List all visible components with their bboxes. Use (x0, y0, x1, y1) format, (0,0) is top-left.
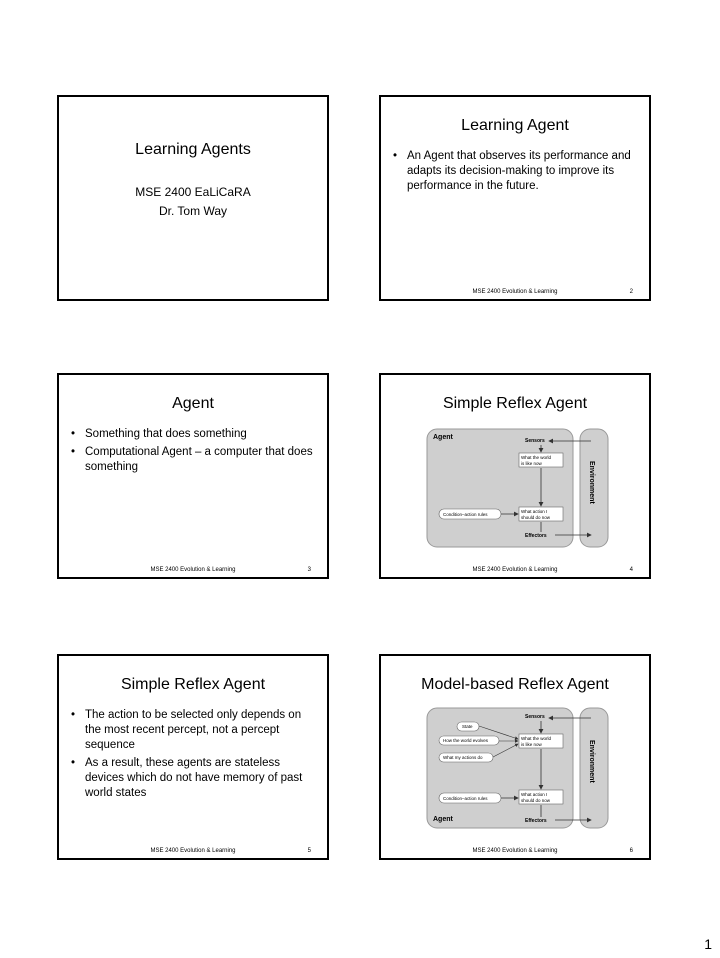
bullet-item: • As a result, these agents are stateless devices which do not have memory of past world states (71, 757, 303, 799)
slide-1 (57, 95, 329, 301)
svg-text:State: State (462, 724, 473, 729)
footer-text: MSE 2400 Evolution & Learning (150, 848, 236, 854)
sensors-label: Sensors (525, 438, 545, 444)
slide-title: Agent (172, 395, 214, 412)
slide-2 (379, 95, 651, 301)
bullet-list (71, 708, 317, 804)
model-based-reflex-agent-diagram (425, 706, 611, 830)
bullet-item: • Computational Agent – a computer that does something (71, 446, 313, 473)
slide-number: 6 (629, 848, 633, 854)
slide-number: 2 (629, 289, 633, 295)
svg-text:What the world: What the world (521, 455, 552, 460)
agent-label: Agent (433, 816, 453, 823)
slide-6 (379, 654, 651, 860)
slide-title: Simple Reflex Agent (120, 676, 266, 693)
slide-3 (57, 373, 329, 579)
svg-text:should do now: should do now (521, 798, 551, 803)
svg-text:What action I: What action I (521, 792, 548, 797)
bullet-item: • Something that does something (71, 428, 247, 440)
svg-text:How the world evolves: How the world evolves (443, 738, 489, 743)
footer-text: MSE 2400 Evolution & Learning (472, 848, 558, 854)
slide-number: 3 (307, 567, 311, 573)
sensors-label: Sensors (525, 714, 545, 720)
effectors-label: Effectors (525, 818, 547, 824)
svg-text:What my actions do: What my actions do (443, 755, 483, 760)
slide-number: 5 (307, 848, 311, 854)
svg-text:Condition–action rules: Condition–action rules (443, 796, 488, 801)
slide-title: Model-based Reflex Agent (421, 676, 609, 693)
slide-title: Learning Agents (135, 141, 251, 158)
slide-title: Simple Reflex Agent (442, 395, 588, 412)
svg-text:What the world: What the world (521, 736, 552, 741)
bullet-item: • The action to be selected only depends on the most recent percept, not a percept sequence (71, 709, 302, 751)
svg-text:is like now: is like now (521, 742, 542, 747)
footer-text: MSE 2400 Evolution & Learning (150, 567, 236, 573)
environment-label: Environment (588, 740, 595, 783)
environment-label: Environment (588, 461, 595, 504)
course-name: MSE 2400 EaLiCaRA (135, 185, 251, 199)
agent-box (427, 429, 573, 547)
bullet-list (393, 149, 639, 197)
slide-4 (379, 373, 651, 579)
bullet-item: • An Agent that observes its performance and adapts its decision-making to improve its performance in the future. (393, 150, 631, 192)
slide-title: Learning Agent (461, 117, 569, 134)
simple-reflex-agent-diagram (425, 427, 611, 549)
svg-text:is like now: is like now (521, 461, 542, 466)
footer-text: MSE 2400 Evolution & Learning (472, 289, 558, 295)
page-number: 1 (704, 936, 712, 952)
svg-text:What action I: What action I (521, 509, 548, 514)
bullet-list (71, 427, 317, 478)
slide-number: 4 (629, 567, 633, 573)
agent-label: Agent (433, 434, 453, 441)
author-name: Dr. Tom Way (158, 204, 227, 218)
slide-5 (57, 654, 329, 860)
agent-box (427, 708, 573, 828)
svg-text:Condition–action rules: Condition–action rules (443, 512, 488, 517)
svg-text:should do now: should do now (521, 515, 551, 520)
footer-text: MSE 2400 Evolution & Learning (472, 567, 558, 573)
effectors-label: Effectors (525, 533, 547, 539)
